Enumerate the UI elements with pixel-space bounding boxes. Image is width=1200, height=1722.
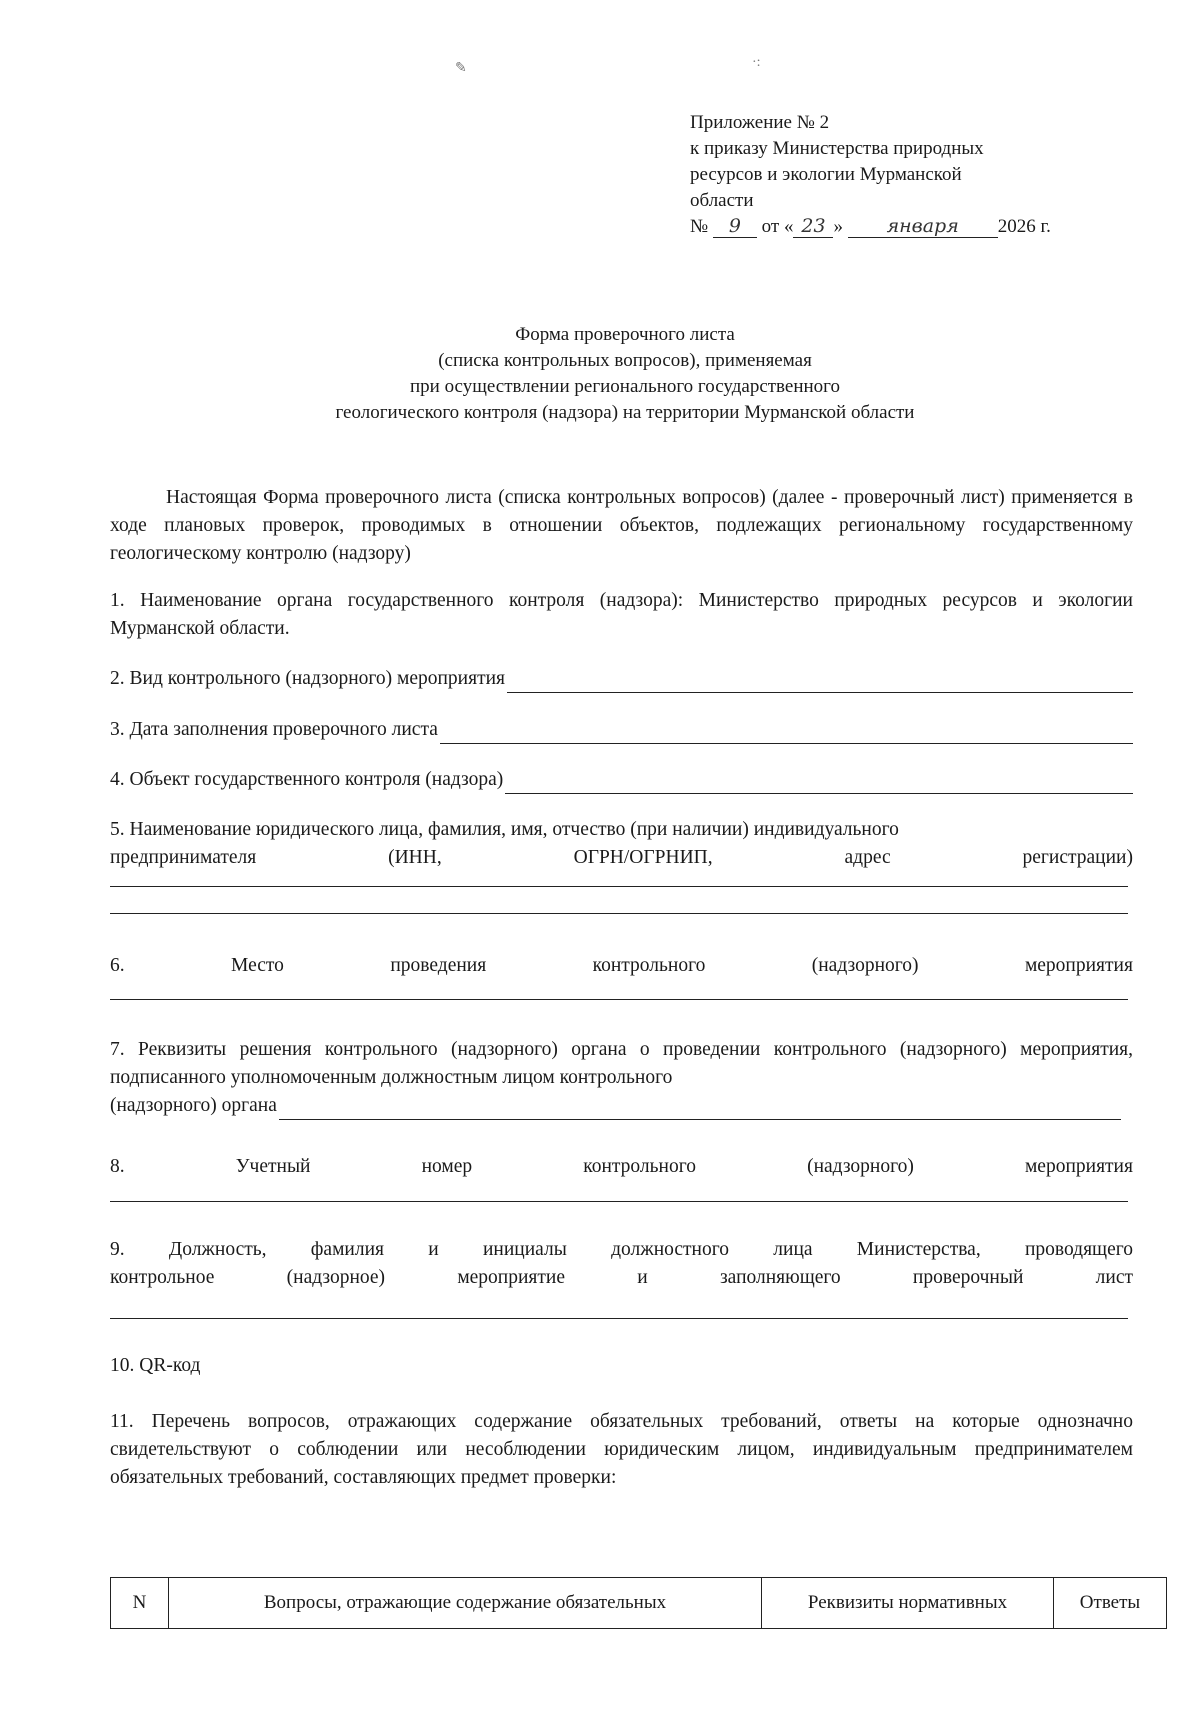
item-8-word: 8. xyxy=(110,1156,125,1177)
item-9-line2 xyxy=(110,1264,1133,1292)
item-2 xyxy=(110,665,1133,693)
order-number-handwritten: 9 xyxy=(713,215,757,238)
item-4 xyxy=(110,766,1133,794)
table-header-answers: Ответы xyxy=(1079,1592,1141,1613)
item-9 xyxy=(110,1236,1133,1292)
item-9-word: проверочный xyxy=(912,1267,1024,1288)
item-5-line2 xyxy=(110,844,1133,872)
checklist-table-header xyxy=(110,1577,1167,1629)
item-7-label: (надзорного) органа xyxy=(110,1095,277,1116)
item-7 xyxy=(110,1036,1133,1120)
item-9-word: контрольное xyxy=(110,1267,215,1288)
item-6-word: (надзорного) xyxy=(811,955,919,976)
intro-paragraph: Настоящая Форма проверочного листа (списка контрольных вопросов) (далее - проверочный лист) применяется в ходе плановых проверок, проводимых в отношении объектов, подлежащих региональному государственному геологическому контролю (надзору) xyxy=(110,487,1133,564)
item-6-word: контрольного xyxy=(592,955,706,976)
appendix-block xyxy=(690,110,1110,240)
item-3 xyxy=(110,716,1133,744)
item-9-blank-line[interactable] xyxy=(110,1318,1128,1319)
item-7-text: 7. Реквизиты решения контрольного (надзорного) органа о проведении контрольного (надзорного) мероприятия, подписанного уполномоченным должностным лицом контрольного xyxy=(110,1039,1133,1088)
scan-speck: ·: xyxy=(752,55,761,70)
appendix-line: к приказу Министерства природных xyxy=(690,138,984,159)
item-5-word: ОГРН/ОГРНИП, xyxy=(573,847,713,868)
number-sign: № xyxy=(690,216,709,237)
table-header-number: N xyxy=(111,1578,169,1628)
close-quote: » xyxy=(833,216,843,237)
item-6 xyxy=(110,952,1133,980)
item-5 xyxy=(110,816,1133,872)
item-7-blank[interactable] xyxy=(279,1097,1121,1120)
item-8 xyxy=(110,1153,1133,1181)
item-9-word: и xyxy=(637,1267,648,1288)
title-line: геологического контроля (надзора) на территории Мурманской области xyxy=(335,402,915,423)
order-number-line xyxy=(690,214,1110,240)
item-8-word: контрольного xyxy=(583,1156,696,1177)
item-8-word: мероприятия xyxy=(1024,1156,1133,1177)
appendix-line: области xyxy=(690,190,754,211)
item-6-word: мероприятия xyxy=(1024,955,1133,976)
item-8-word: (надзорного) xyxy=(807,1156,914,1177)
item-5-word: предпринимателя xyxy=(110,847,257,868)
order-year: 2026 г. xyxy=(997,216,1051,237)
item-8-blank-line[interactable] xyxy=(110,1201,1128,1202)
title-line: при осуществлении регионального государственного xyxy=(409,376,840,397)
item-9-line1: 9. Должность, фамилия и инициалы должностного лица Министерства, проводящего xyxy=(110,1239,1133,1260)
order-day-handwritten: 23 xyxy=(793,215,833,238)
item-11: 11. Перечень вопросов, отражающих содержание обязательных требований, ответы на которые однозначно свидетельствуют о соблюдении или несоблюдении юридическим лицом, индивидуальным предпринимателем обязательных требований, составляющих предмет проверки: xyxy=(110,1411,1133,1488)
item-8-word: номер xyxy=(421,1156,473,1177)
item-10: 10. QR-код xyxy=(110,1355,201,1376)
item-7-last-line xyxy=(110,1092,1133,1120)
title-line: Форма проверочного листа xyxy=(515,324,735,345)
item-3-label: 3. Дата заполнения проверочного листа xyxy=(110,719,438,740)
item-5-blank-line[interactable] xyxy=(110,913,1128,914)
item-9-word: мероприятие xyxy=(457,1267,566,1288)
item-5-blank-line[interactable] xyxy=(110,886,1128,887)
item-5-word: адрес xyxy=(844,847,891,868)
table-header-requisites: Реквизиты нормативных xyxy=(762,1578,1054,1628)
order-month-handwritten: января xyxy=(848,215,998,238)
item-2-label: 2. Вид контрольного (надзорного) мероприятия xyxy=(110,668,506,689)
item-6-word: проведения xyxy=(390,955,487,976)
appendix-line: Приложение № 2 xyxy=(690,112,830,133)
item-8-word: Учетный xyxy=(235,1156,311,1177)
item-5-word: регистрации) xyxy=(1022,847,1133,868)
item-6-word: 6. xyxy=(110,955,125,976)
from-word: от « xyxy=(761,216,794,237)
title-line: (списка контрольных вопросов), применяемая xyxy=(438,350,812,371)
item-3-blank[interactable] xyxy=(440,721,1133,744)
appendix-line: ресурсов и экологии Мурманской xyxy=(690,164,962,185)
item-5-word: (ИНН, xyxy=(388,847,442,868)
item-5-line1: 5. Наименование юридического лица, фамилия, имя, отчество (при наличии) индивидуального xyxy=(110,819,899,840)
table-header-questions: Вопросы, отражающие содержание обязательных xyxy=(169,1578,762,1628)
item-6-blank-line[interactable] xyxy=(110,999,1128,1000)
scan-speck: ✎ xyxy=(455,61,467,76)
item-2-blank[interactable] xyxy=(507,670,1133,693)
item-4-label: 4. Объект государственного контроля (надзора) xyxy=(110,769,504,790)
item-4-blank[interactable] xyxy=(505,771,1133,794)
item-9-word: (надзорное) xyxy=(286,1267,386,1288)
form-title xyxy=(110,322,1140,426)
item-9-word: лист xyxy=(1095,1267,1133,1288)
item-6-word: Место xyxy=(231,955,284,976)
item-1: 1. Наименование органа государственного контроля (надзора): Министерство природных ресурсов и экологии Мурманской области. xyxy=(110,590,1133,639)
item-9-word: заполняющего xyxy=(719,1267,841,1288)
